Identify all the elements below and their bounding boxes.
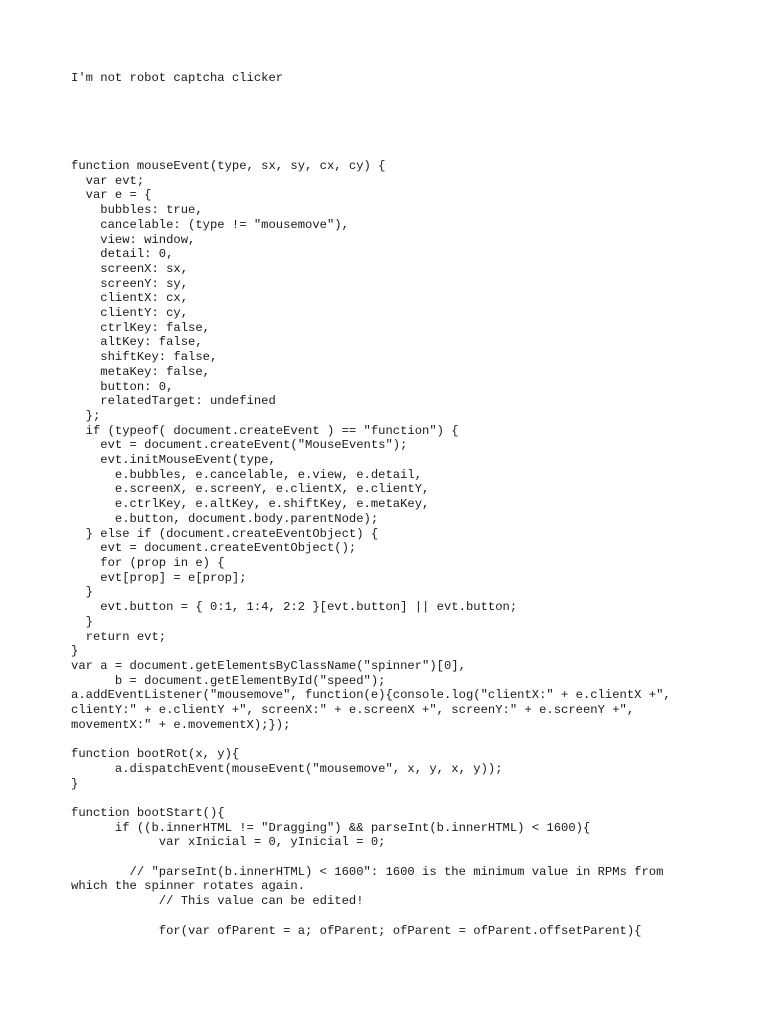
code-line: } (71, 644, 79, 659)
code-line: evt.button = { 0:1, 1:4, 2:2 }[evt.button] || evt.button; (71, 600, 518, 615)
code-line (71, 732, 761, 747)
document-title: I'm not robot captcha clicker (71, 71, 284, 85)
code-line: if (typeof( document.createEvent ) == "function") { (71, 423, 459, 438)
code-line: return evt; (71, 629, 167, 644)
code-line: } (71, 776, 79, 791)
code-line: function bootStart(){ (71, 805, 225, 820)
code-line: var evt; (71, 173, 145, 188)
code-line: e.screenX, e.screenY, e.clientX, e.clientY, (71, 482, 430, 497)
code-line: button: 0, (71, 379, 174, 394)
code-line: evt = document.createEventObject(); (71, 541, 357, 556)
code-line: var a = document.getElementsByClassName("spinner")[0], (71, 658, 466, 673)
code-line: e.button, document.body.parentNode); (71, 511, 379, 526)
code-line: // "parseInt(b.innerHTML) < 1600": 1600 is the minimum value in RPMs from (71, 864, 664, 879)
code-line: var e = { (71, 188, 152, 203)
code-line: clientY:" + e.clientY +", screenX:" + e.screenX +", screenY:" + e.screenY +", (71, 703, 635, 718)
code-block (71, 159, 761, 938)
code-line: ctrlKey: false, (71, 320, 210, 335)
code-line: var xInicial = 0, yInicial = 0; (71, 835, 386, 850)
code-line: // This value can be edited! (71, 894, 364, 909)
code-line: clientX: cx, (71, 291, 189, 306)
code-line: evt[prop] = e[prop]; (71, 570, 247, 585)
code-line: evt.initMouseEvent(type, (71, 453, 276, 468)
code-line: detail: 0, (71, 247, 174, 262)
code-line (71, 791, 761, 806)
code-line: view: window, (71, 232, 196, 247)
code-line: which the spinner rotates again. (71, 879, 306, 894)
code-line: shiftKey: false, (71, 350, 218, 365)
code-line: e.bubbles, e.cancelable, e.view, e.detail, (71, 467, 423, 482)
code-line: altKey: false, (71, 335, 203, 350)
code-line: screenX: sx, (71, 261, 189, 276)
code-line: bubbles: true, (71, 203, 203, 218)
code-line: }; (71, 408, 101, 423)
code-line: screenY: sy, (71, 276, 189, 291)
code-line: } else if (document.createEventObject) { (71, 526, 379, 541)
code-line: } (71, 614, 93, 629)
code-line: evt = document.createEvent("MouseEvents"); (71, 438, 408, 453)
code-line: cancelable: (type != "mousemove"), (71, 217, 349, 232)
code-line: metaKey: false, (71, 364, 210, 379)
code-line: e.ctrlKey, e.altKey, e.shiftKey, e.metaKey, (71, 497, 430, 512)
code-line: for (prop in e) { (71, 555, 225, 570)
code-line: function bootRot(x, y){ (71, 747, 240, 762)
code-line: for(var ofParent = a; ofParent; ofParent = ofParent.offsetParent){ (71, 923, 642, 938)
code-line (71, 850, 761, 865)
code-line: movementX:" + e.movementX);}); (71, 717, 291, 732)
code-line: if ((b.innerHTML != "Dragging") && parseInt(b.innerHTML) < 1600){ (71, 820, 591, 835)
code-line: a.addEventListener("mousemove", function(e){console.log("clientX:" + e.clientX +", (71, 688, 671, 703)
code-line: clientY: cy, (71, 306, 189, 321)
code-line: a.dispatchEvent(mouseEvent("mousemove", x, y, x, y)); (71, 761, 503, 776)
code-line: } (71, 585, 93, 600)
code-line: b = document.getElementById("speed"); (71, 673, 386, 688)
code-line (71, 909, 761, 924)
code-line: function mouseEvent(type, sx, sy, cx, cy) { (71, 159, 386, 173)
code-line: relatedTarget: undefined (71, 394, 276, 409)
